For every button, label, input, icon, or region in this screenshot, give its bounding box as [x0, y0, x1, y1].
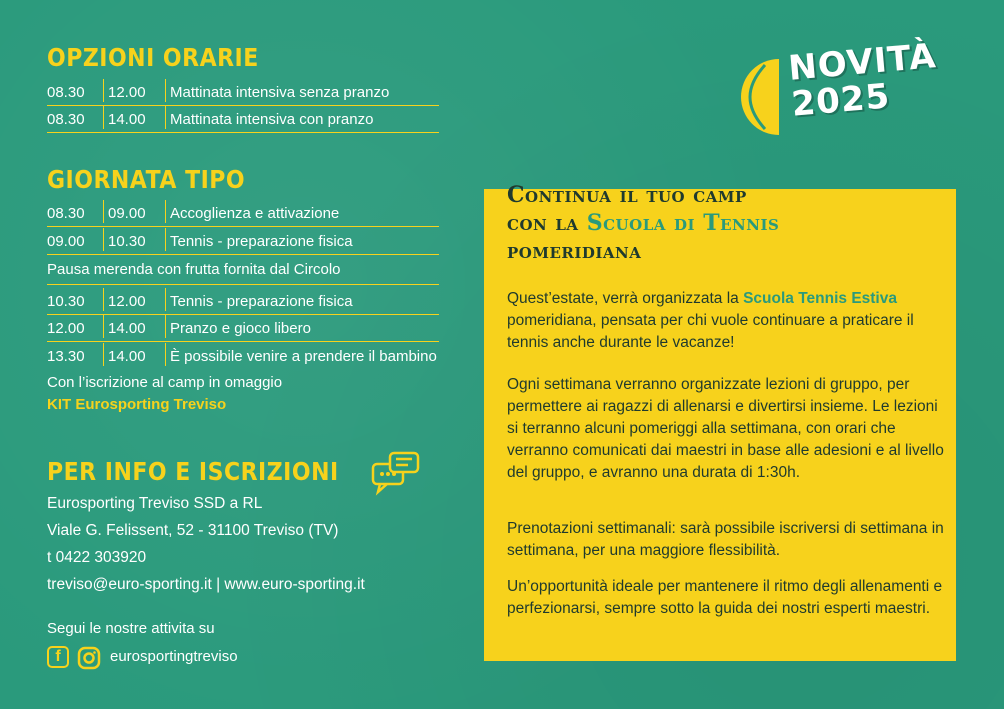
break-text: Pausa merenda con frutta fornita dal Circolo [47, 261, 341, 278]
p1-text-c: pomeridiana, pensata per chi vuole continuare a praticare il tennis anche durante le vacanze! [507, 312, 914, 351]
time-start: 08.30 [47, 111, 85, 128]
p1-text-a: Quest’estate, verrà organizzata la [507, 290, 744, 307]
tennis-ball-icon [735, 57, 779, 137]
activity-description: Pranzo e gioco libero [165, 315, 311, 338]
follow-text: Segui le nostre attivita su [47, 620, 215, 637]
card-paragraph-2: Ogni settimana verranno organizzate lezioni di gruppo, per permettere ai ragazzi di allenarsi e divertirsi insieme. Le lezioni si terranno alcuni pomeriggi alla settimana, con orari che verranno comunicati dai maestri in base alle adesioni e al livello del gruppo, e avranno una durata di 1:30h. [507, 376, 944, 481]
time-start: 13.30 [47, 348, 85, 365]
email-web[interactable]: treviso@euro-sporting.it | www.euro-sporting.it [47, 576, 365, 593]
p1-highlight: Scuola Tennis Estiva [743, 290, 897, 307]
facebook-icon[interactable]: f [47, 646, 69, 668]
badge-line1: NOVITÀ [786, 36, 939, 89]
card-title-line3: pomeridiana [507, 238, 642, 264]
giornata-tipo-heading: GIORNATA TIPO [47, 166, 246, 195]
company-name: Eurosporting Treviso SSD a RL [47, 495, 263, 512]
time-end: 12.00 [103, 79, 155, 102]
time-start: 09.00 [47, 233, 85, 250]
activity-description: Tennis - preparazione fisica [165, 228, 353, 251]
instagram-icon[interactable] [77, 646, 101, 670]
activity-description: Mattinata intensiva senza pranzo [165, 79, 389, 102]
badge-line2: 2025 [789, 76, 892, 125]
schedule-row [47, 228, 439, 255]
time-end: 14.00 [103, 343, 155, 366]
opzioni-orarie-heading: OPZIONI ORARIE [47, 44, 259, 73]
address: Viale G. Felissent, 52 - 31100 Treviso (TV) [47, 522, 339, 539]
schedule-row [47, 106, 439, 133]
social-handle[interactable]: eurosportingtreviso [110, 648, 238, 665]
info-heading: PER INFO E ISCRIZIONI [47, 458, 339, 487]
novita-badge [735, 36, 965, 145]
activity-description: È possibile venire a prendere il bambino [165, 343, 437, 366]
card-paragraph-4: Un’opportunità ideale per mantenere il ritmo degli allenamenti e perfezionarsi, sempre sotto la guida dei nostri esperti maestri. [507, 578, 943, 617]
gift-item: KIT Eurosporting Treviso [47, 396, 227, 413]
activity-description: Tennis - preparazione fisica [165, 288, 353, 311]
time-start: 08.30 [47, 205, 85, 222]
time-start: 08.30 [47, 84, 85, 101]
time-end: 09.00 [103, 200, 155, 223]
schedule-row [47, 315, 439, 342]
tennis-school-card [484, 182, 956, 661]
schedule-row [47, 79, 439, 106]
badge-text [787, 38, 941, 123]
phone: t 0422 303920 [47, 549, 147, 566]
card-title-highlight: Scuola di Tennis [586, 210, 780, 236]
time-end: 10.30 [103, 228, 155, 251]
activity-description: Mattinata intensiva con pranzo [165, 106, 373, 129]
card-title-line1: Continua il tuo camp [507, 182, 747, 208]
time-end: 12.00 [103, 288, 155, 311]
break-row [47, 258, 439, 285]
gift-line: Con l’iscrizione al camp in omaggio [47, 374, 283, 391]
activity-description: Accoglienza e attivazione [165, 200, 339, 223]
schedule-row [47, 200, 439, 227]
time-end: 14.00 [103, 106, 155, 129]
schedule-row [47, 288, 439, 315]
time-start: 12.00 [47, 320, 85, 337]
time-start: 10.30 [47, 293, 85, 310]
time-end: 14.00 [103, 315, 155, 338]
card-paragraph-3: Prenotazioni settimanali: sarà possibile iscriversi di settimana in settimana, per una maggiore flessibilità. [507, 520, 944, 559]
card-title-line2a: con la [507, 210, 587, 236]
card-title [507, 181, 779, 265]
card-paragraph-1 [507, 288, 947, 354]
schedule-row [47, 343, 439, 370]
chat-icon [370, 450, 422, 498]
